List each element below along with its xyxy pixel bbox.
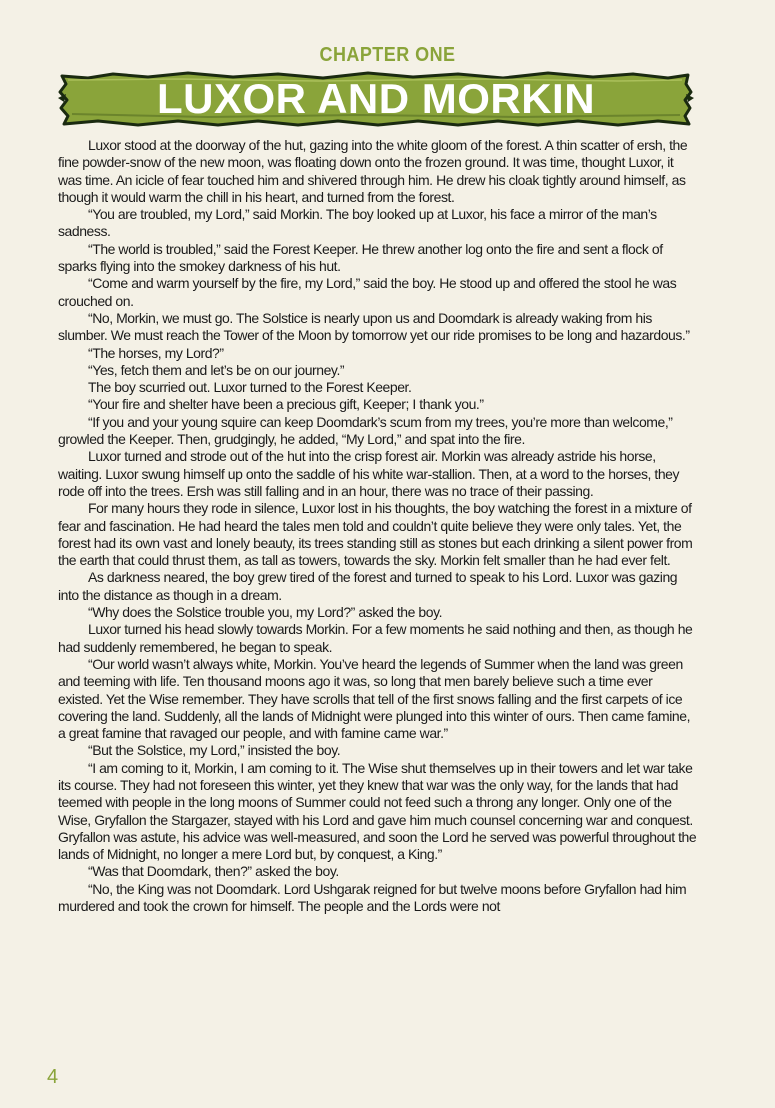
paragraph: “Yes, fetch them and let’s be on our journey.” [88, 361, 345, 378]
paragraph: Luxor stood at the doorway of the hut, gazing into the white gloom of the forest. A thin scatter of ersh, the fine powder-snow of the new moon, was floating down onto the frozen ground. It was time, thought Luxor, it was time. An icicle of fear touched him and shivered through him. He drew his cloak tightly around himself, as though it would warm the chill in his heart, and turned from the forest. [58, 137, 688, 205]
chapter-banner [58, 70, 694, 128]
chapter-title: LUXOR AND MORKIN [156, 75, 596, 122]
paragraph: “You are troubled, my Lord,” said Morkin. The boy looked up at Luxor, his face a mirror of the man’s sadness. [58, 206, 657, 240]
paragraph: “Why does the Solstice trouble you, my Lord?” asked the boy. [88, 604, 443, 621]
paragraph: “Our world wasn’t always white, Morkin. You’ve heard the legends of Summer when the land was green and teeming with life. Ten thousand moons ago it was, so long that men barely believe such a time ever existed. Yet the Wise remember. They have scrolls that tell of the first snows falling and the first carpets of ice covering the land. Suddenly, all the lands of Midnight were plunged into this winter of ours. Then came famine, a great famine that ravaged our people, and with famine came war.” [58, 655, 691, 742]
paragraph: “Was that Doomdark, then?” asked the boy. [88, 863, 339, 880]
paragraph: Luxor turned and strode out of the hut into the crisp forest air. Morkin was already astride his horse, waiting. Luxor swung himself up onto the saddle of his white war-stallion. Then, at a word to the horses, they rode off into the trees. Ersh was still falling and in an hour, there was no trace of their passing. [58, 448, 680, 499]
paragraph: “The horses, my Lord?” [88, 344, 224, 361]
paragraph: “I am coming to it, Morkin, I am coming to it. The Wise shut themselves up in their towers and let war take its course. They had not foreseen this winter, yet they knew that war was the only way, for the lands that had teemed with people in the long moons of Summer could not feed such a throng any longer. Only one of the Wise, Gryfallon the Stargazer, stayed with his Lord and gave him much counsel concerning war and conquest. Gryfallon was astute, his advice was well-measured, and soon the Lord he served was powerful throughout the lands of Midnight, no longer a mere Lord but, by conquest, a King.” [58, 759, 697, 863]
paragraph: “No, Morkin, we must go. The Solstice is nearly upon us and Doomdark is already waking from his slumber. We must reach the Tower of the Moon by tomorrow yet our ride promises to be long and hazardous.” [58, 309, 690, 344]
paragraph: “Come and warm yourself by the fire, my Lord,” said the boy. He stood up and offered the stool he was crouched on. [58, 275, 677, 309]
chapter-label: CHAPTER ONE [319, 44, 456, 66]
paragraph: Luxor turned his head slowly towards Morkin. For a few moments he said nothing and then, as though he had suddenly remembered, he began to speak. [58, 621, 693, 655]
paragraph: The boy scurried out. Luxor turned to the Forest Keeper. [88, 379, 412, 396]
paragraph: “Your fire and shelter have been a precious gift, Keeper; I thank you.” [88, 396, 484, 413]
paragraph: “But the Solstice, my Lord,” insisted the boy. [88, 742, 341, 759]
story-text [58, 137, 698, 915]
paragraph: “If you and your young squire can keep Doomdark’s scum from my trees, you’re more than welcome,” growled the Keeper. Then, grudgingly, he added, “My Lord,” and spat into the fire. [58, 413, 673, 448]
paragraph: As darkness neared, the boy grew tired of the forest and turned to speak to his Lord. Luxor was gazing into the distance as though in a dream. [58, 569, 678, 603]
page-number: 4 [47, 1066, 59, 1088]
paragraph: “The world is troubled,” said the Forest Keeper. He threw another log onto the fire and sent a flock of sparks flying into the smokey darkness of his hut. [58, 240, 663, 275]
paragraph: For many hours they rode in silence, Luxor lost in his thoughts, the boy watching the forest in a mixture of fear and fascination. He had heard the tales men told and couldn’t quite believe they were only tales. Yet, the forest had its own vast and lonely beauty, its trees standing still as stones but each drinking a silent power from the earth that could thrust them, as tall as towers, towards the sky. Morkin felt smaller than he had ever felt. [58, 500, 693, 569]
paragraph: “No, the King was not Doomdark. Lord Ushgarak reigned for but twelve moons before Gryfallon had him murdered and took the crown for himself. The people and the Lords were not [58, 880, 687, 915]
